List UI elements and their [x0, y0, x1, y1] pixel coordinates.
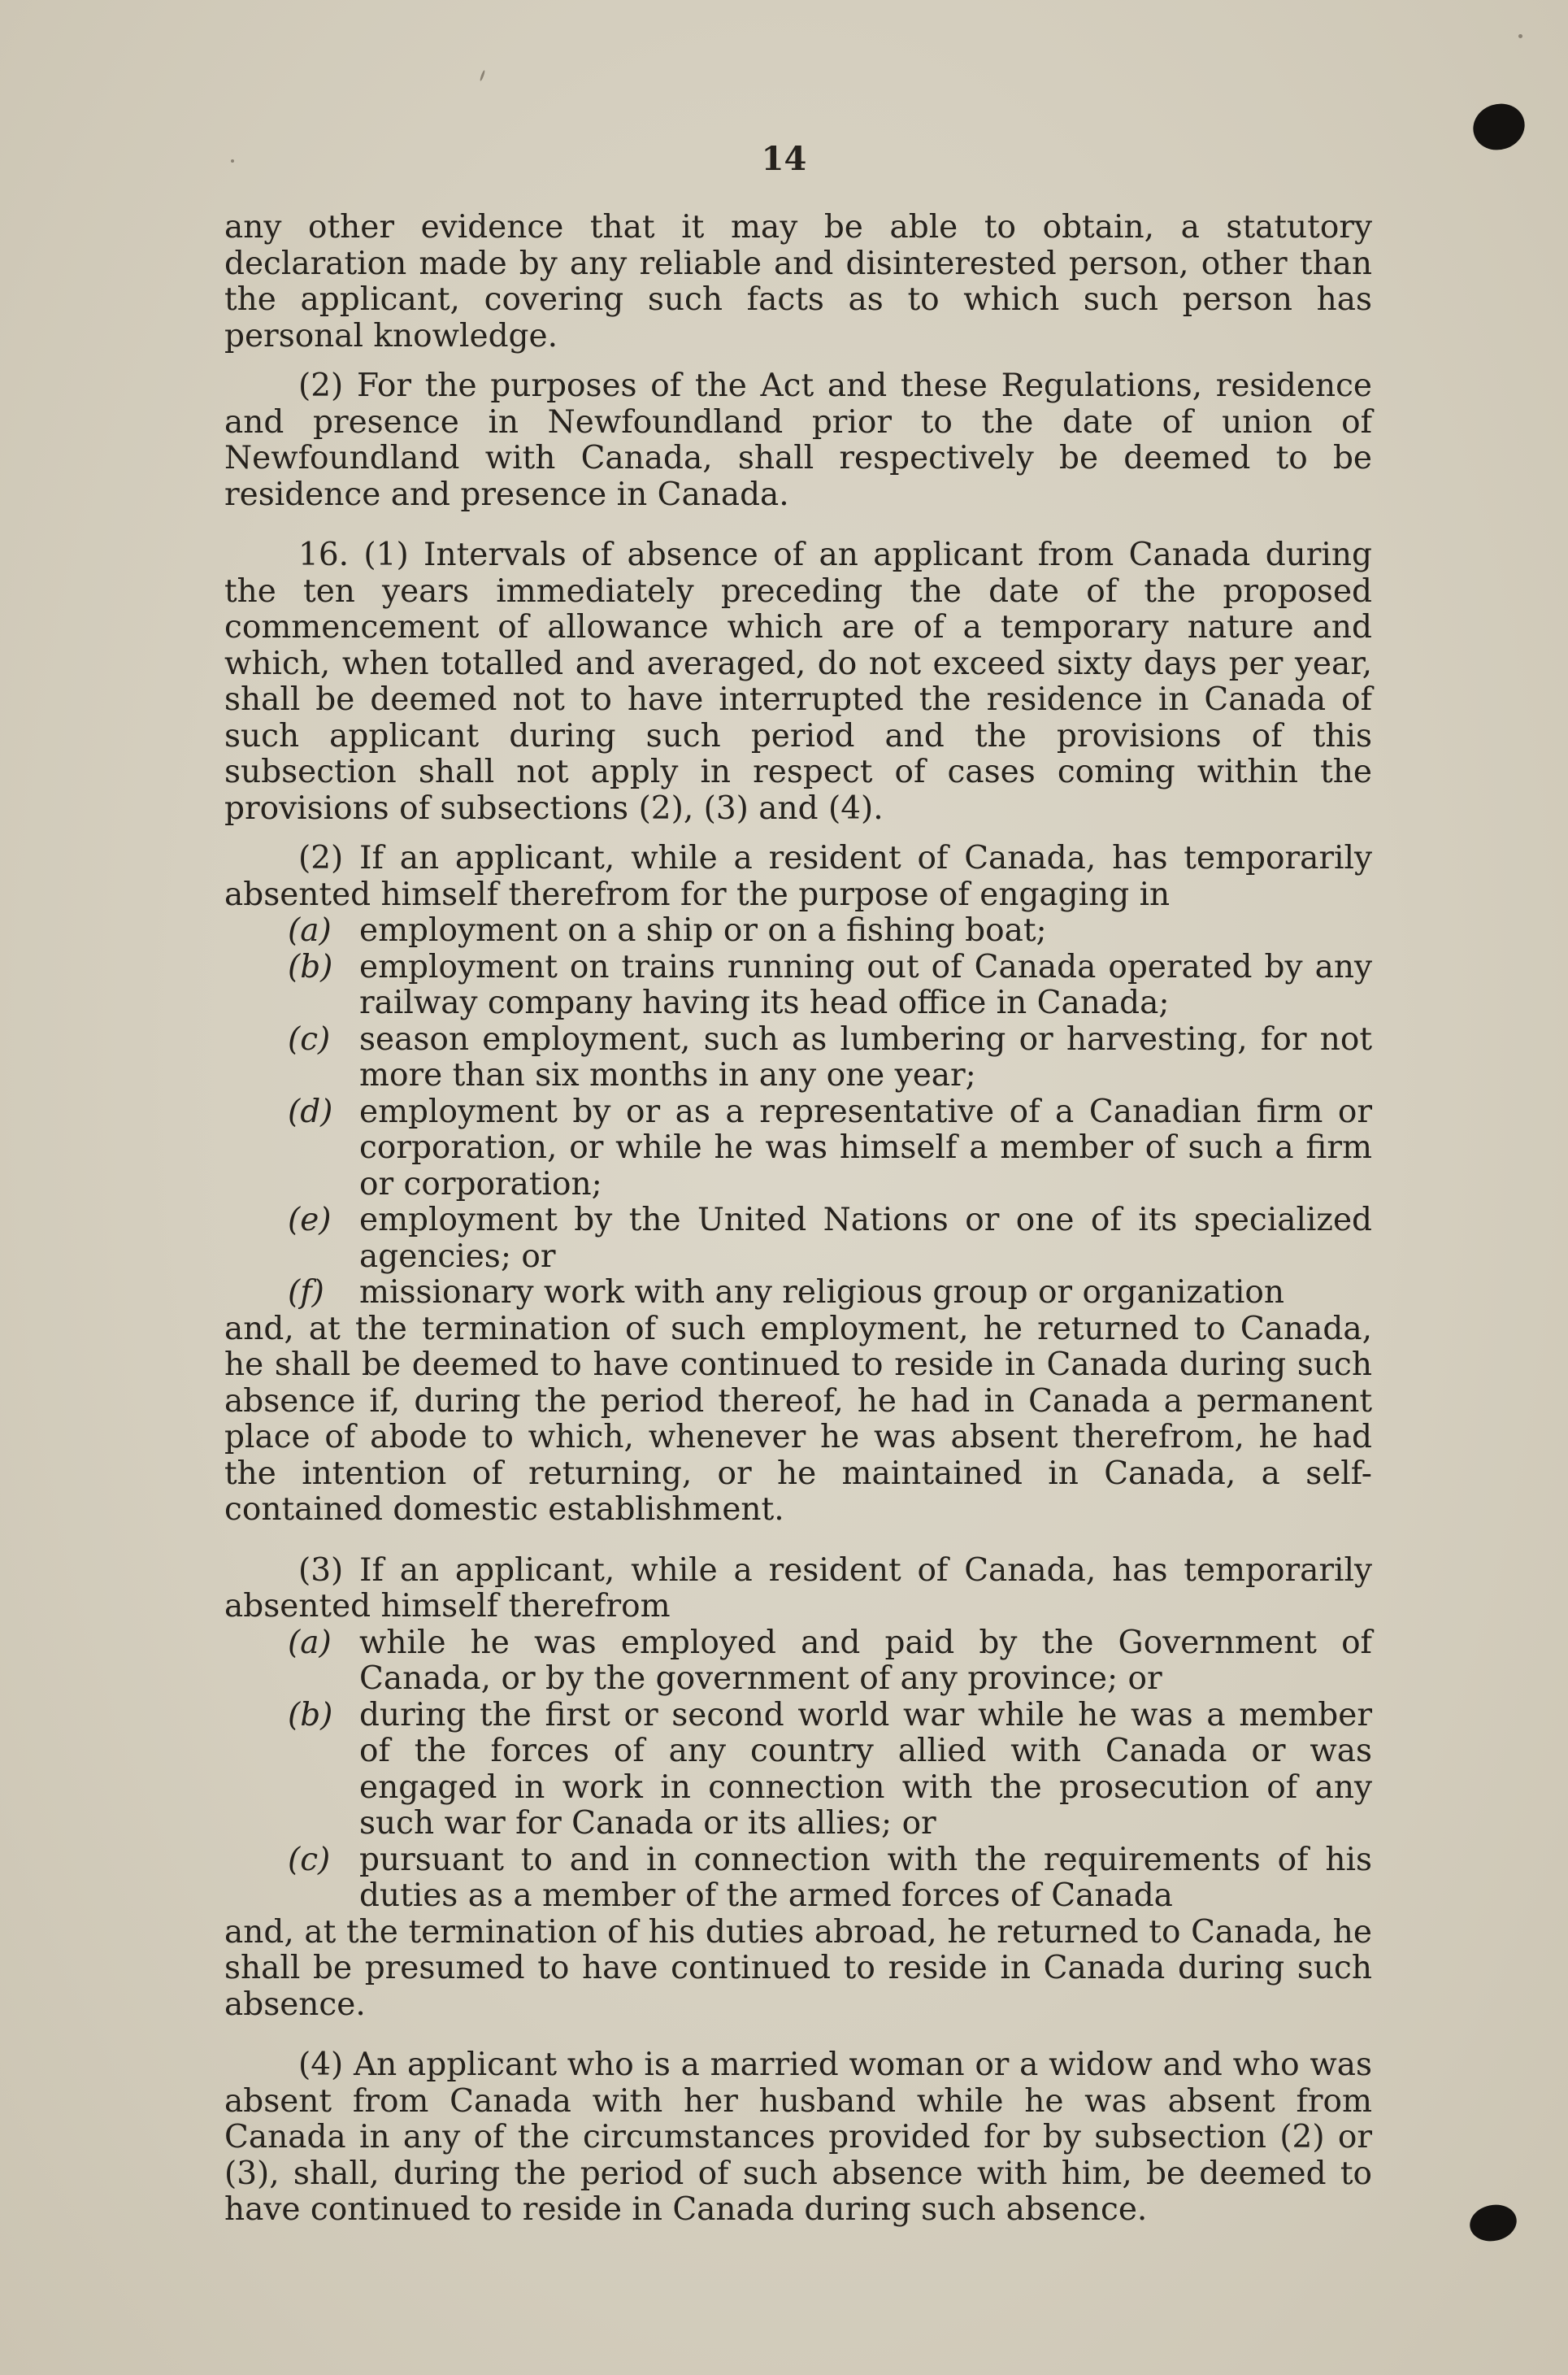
paragraph-16-4: (4) An applicant who is a married woman or a widow and who was absent from Canada with her husband while he was absent from Canada in any of the circumstances provided for by subsection (2) or (3), shall, during the period of such absence with him, be deemed to have continued to reside in Canada during such absence. [224, 2047, 1372, 2228]
list-item [224, 1203, 1372, 1275]
item-text: employment on trains running out of Canada operated by any railway company having its head office in Canada; [359, 948, 1372, 1021]
paragraph-16-1: 16. (1) Intervals of absence of an applicant from Canada during the ten years immediately preceding the date of the proposed commencement of allowance which are of a temporary nature and which, when totalled and averaged, do not exceed sixty days per year, shall be deemed not to have interrupted the residence in Canada of such applicant during such period and the provisions of this subsection shall not apply in respect of cases coming within the provisions of subsections (2), (3) and (4). [224, 537, 1372, 827]
subsection-2-list [224, 913, 1372, 1311]
punch-hole-bottom [1466, 2200, 1520, 2245]
list-item [224, 913, 1372, 950]
paragraph-16-2-conclusion: and, at the termination of such employment, he returned to Canada, he shall be deemed to have continued to reside in Canada during such absence if, during the period thereof, he had in Canada a permanent place of abode to which, whenever he was absent therefrom, he had the intention of returning, or he maintained in Canada, a self-contained domestic establishment. [224, 1310, 1372, 1528]
page-number: 14 [761, 140, 807, 178]
list-item [224, 1094, 1372, 1203]
list-item [224, 1698, 1372, 1842]
paper-speck [1518, 34, 1522, 38]
list-item [224, 950, 1372, 1022]
item-text: employment on a ship or on a fishing boat; [359, 912, 1047, 949]
item-text: while he was employed and paid by the Government of Canada, or by the government of any province; or [359, 1624, 1372, 1697]
list-item [224, 1625, 1372, 1698]
paragraph-16-3-intro: (3) If an applicant, while a resident of Canada, has temporarily absented himself therefrom [224, 1551, 1372, 1625]
item-label: (f) [288, 1274, 324, 1311]
subsection-3-list [224, 1625, 1372, 1915]
item-text: pursuant to and in connection with the requirements of his duties as a member of the armed forces of Canada [359, 1841, 1372, 1914]
paper-speck [480, 70, 486, 81]
item-text: season employment, such as lumbering or harvesting, for not more than six months in any one year; [359, 1020, 1372, 1094]
item-label: (b) [288, 1696, 333, 1733]
item-label: (a) [288, 912, 332, 949]
item-label: (d) [288, 1093, 333, 1130]
list-item [224, 1022, 1372, 1094]
list-item [224, 1275, 1372, 1311]
paragraph-16-2-intro: (2) If an applicant, while a resident of Canada, has temporarily absented himself therefrom for the purpose of engaging in [224, 840, 1372, 913]
item-label: (e) [288, 1202, 332, 1238]
list-item [224, 1842, 1372, 1915]
item-text: missionary work with any religious group or organization [359, 1274, 1284, 1311]
regulation-text [224, 210, 1372, 2229]
item-label: (a) [288, 1624, 332, 1661]
item-label: (c) [288, 1020, 331, 1058]
paragraph-15-2: (2) For the purposes of the Act and these Regulations, residence and presence in Newfoundland prior to the date of union of Newfoundland with Canada, shall respectively be deemed to be residence and presence in Canada. [224, 368, 1372, 513]
item-label: (c) [288, 1841, 331, 1878]
item-text: during the first or second world war while he was a member of the forces of any country allied with Canada or was engaged in work in connection with the prosecution of any such war for Canada or its allies; or [359, 1696, 1372, 1842]
item-text: employment by the United Nations or one of its specialized agencies; or [359, 1202, 1372, 1275]
paragraph-continuation: any other evidence that it may be able to obtain, a statutory declaration made by any reliable and disinterested person, other than the applicant, covering such facts as to which such person has personal knowledge. [224, 209, 1372, 355]
item-text: employment by or as a representative of a Canadian firm or corporation, or while he was himself a member of such a firm or corporation; [359, 1093, 1372, 1203]
item-label: (b) [288, 948, 333, 985]
paragraph-16-3-conclusion: and, at the termination of his duties abroad, he returned to Canada, he shall be presumed to have continued to reside in Canada during such absence. [224, 1913, 1372, 2023]
